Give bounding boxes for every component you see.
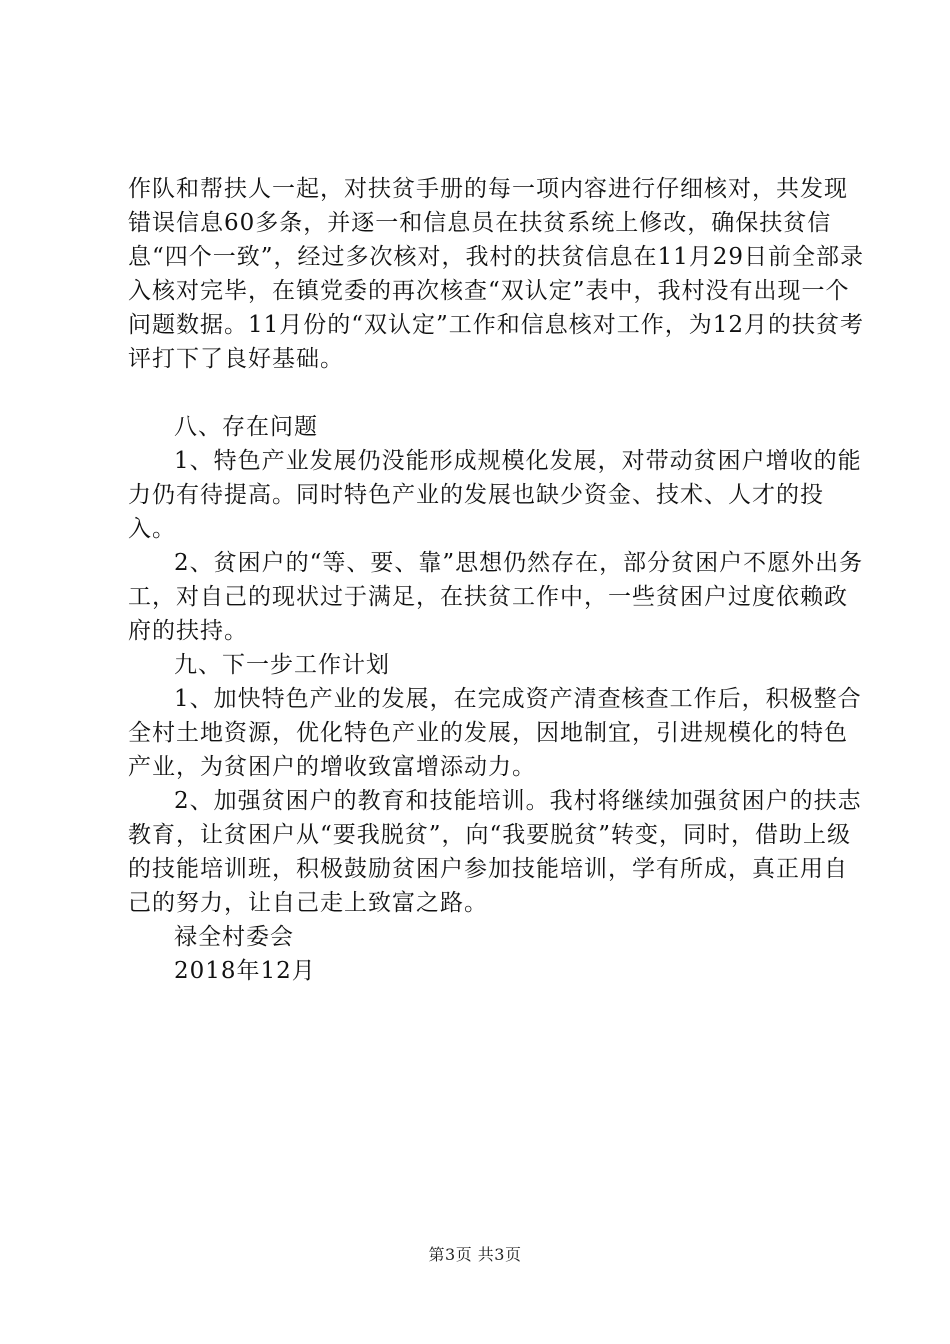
document-date: 2018年12月 bbox=[174, 958, 316, 984]
opening-paragraph: 作队和帮扶人一起，对扶贫手册的每一项内容进行仔细核对，共发现错误信息60多条，并逐一和信息员在扶贫系统上修改，确保扶贫信息“四个一致”，经过多次核对，我村的扶贫信息在11月29日前全部录入核对完毕，在镇党委的再次核查“双认定”表中，我村没有出现一个问题数据。11月份的“双认定”工作和信息核对工作，为12月的扶贫考评打下了良好基础。 bbox=[128, 176, 865, 372]
document-body bbox=[128, 172, 868, 988]
section-8-item-2: 2、贫困户的“等、要、靠”思想仍然存在，部分贫困户不愿外出务工，对自己的现状过于满足，在扶贫工作中，一些贫困户过度依赖政府的扶持。 bbox=[128, 550, 864, 644]
page-number-footer: 第3页 共3页 bbox=[428, 1245, 522, 1264]
section-9-heading: 九、下一步工作计划 bbox=[174, 652, 390, 678]
section-8-item-1: 1、特色产业发展仍没能形成规模化发展，对带动贫困户增收的能力仍有待提高。同时特色产业的发展也缺少资金、技术、人才的投入。 bbox=[128, 448, 862, 542]
signature: 禄全村委会 bbox=[174, 924, 294, 950]
section-9-item-2: 2、加强贫困户的教育和技能培训。我村将继续加强贫困户的扶志教育，让贫困户从“要我脱贫”，向“我要脱贫”转变，同时，借助上级的技能培训班，积极鼓励贫困户参加技能培训，学有所成，真正用自己的努力，让自己走上致富之路。 bbox=[128, 788, 862, 916]
section-8-heading: 八、存在问题 bbox=[174, 414, 318, 440]
section-9-item-1: 1、加快特色产业的发展，在完成资产清查核查工作后，积极整合全村土地资源，优化特色产业的发展，因地制宜，引进规模化的特色产业，为贫困户的增收致富增添动力。 bbox=[128, 686, 862, 780]
